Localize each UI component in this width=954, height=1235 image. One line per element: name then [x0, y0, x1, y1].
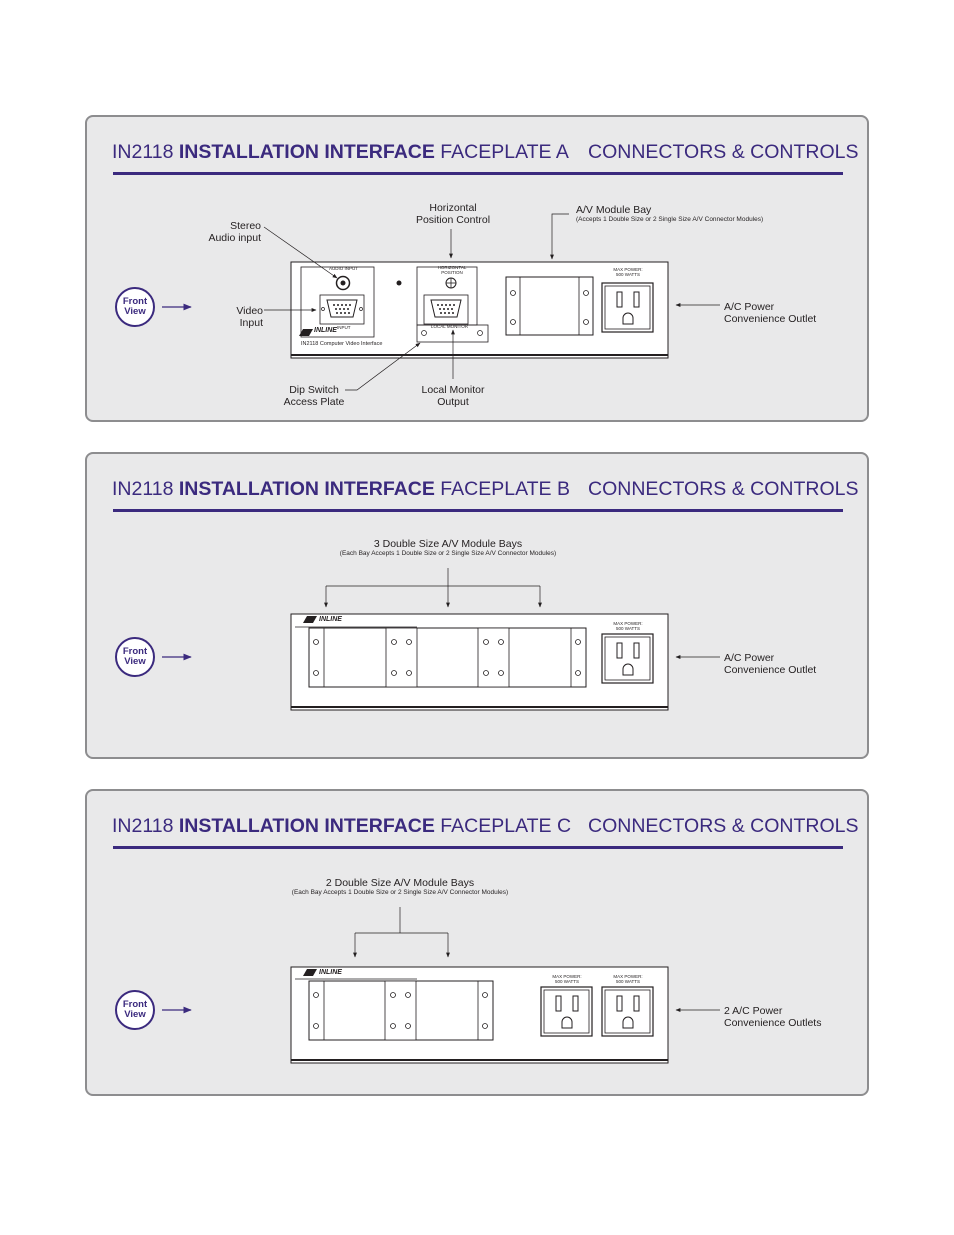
module-bays-label: 2 Double Size A/V Module Bays — [325, 877, 475, 889]
brand-logo: INLINE — [319, 969, 342, 976]
max-power-caption: MAX POWER: 500 WATTS — [613, 267, 643, 277]
faceplate-a-panel — [85, 115, 869, 422]
module-bays-note: (Each Bay Accepts 1 Double Size or 2 Single Size A/V Connector Modules) — [339, 550, 557, 557]
module-bays-note: (Each Bay Accepts 1 Double Size or 2 Single Size A/V Connector Modules) — [291, 889, 509, 896]
brand-logo: INLINE — [319, 616, 342, 623]
faceplate-c-diagram — [87, 791, 871, 1098]
front-view-badge: Front View — [115, 637, 155, 677]
max-power-caption-2: MAX POWER: 500 WATTS — [613, 974, 643, 984]
power-outlets-label: 2 A/C Power Convenience Outlets — [724, 1005, 822, 1029]
local-monitor-label: Local Monitor Output — [421, 384, 485, 408]
faceplate-b-title: IN2118 INSTALLATION INTERFACE FACEPLATE B CONNECTORS & CONTROLS — [112, 478, 859, 500]
faceplate-a-diagram — [87, 117, 871, 424]
power-outlet-label: A/C Power Convenience Outlet — [724, 301, 817, 325]
module-bay-label: A/V Module Bay — [576, 204, 652, 216]
dip-switch-label: Dip Switch Access Plate — [283, 384, 345, 408]
front-view-badge: Front View — [115, 990, 155, 1030]
faceplate-b-diagram — [87, 454, 871, 761]
horizontal-position-caption: HORIZONTAL POSITION — [437, 265, 467, 275]
max-power-caption-1: MAX POWER: 500 WATTS — [552, 974, 582, 984]
faceplate-a-title: IN2118 INSTALLATION INTERFACE FACEPLATE A CONNECTORS & CONTROLS — [112, 141, 859, 163]
faceplate-c-title: IN2118 INSTALLATION INTERFACE FACEPLATE C CONNECTORS & CONTROLS — [112, 815, 859, 837]
brand-logo: INLINE — [314, 327, 337, 334]
input-caption: INPUT — [337, 325, 351, 330]
local-monitor-caption: LOCAL MONITOR — [431, 324, 469, 329]
model-caption: IN2118 Computer Video Interface — [301, 341, 383, 347]
module-bay-note: (Accepts 1 Double Size or 2 Single Size A/V Connector Modules) — [576, 216, 764, 223]
horizontal-position-label: Horizontal Position Control — [415, 202, 491, 226]
faceplate-c-panel — [85, 789, 869, 1096]
audio-input-caption: AUDIO INPUT — [329, 266, 359, 271]
video-input-label: Video Input — [236, 305, 263, 329]
module-bays-label: 3 Double Size A/V Module Bays — [373, 538, 523, 550]
max-power-caption: MAX POWER: 500 WATTS — [613, 621, 643, 631]
front-view-badge: Front View — [115, 287, 155, 327]
stereo-audio-label: Stereo Audio input — [208, 220, 261, 244]
faceplate-b-panel — [85, 452, 869, 759]
power-outlet-label: A/C Power Convenience Outlet — [724, 652, 817, 676]
